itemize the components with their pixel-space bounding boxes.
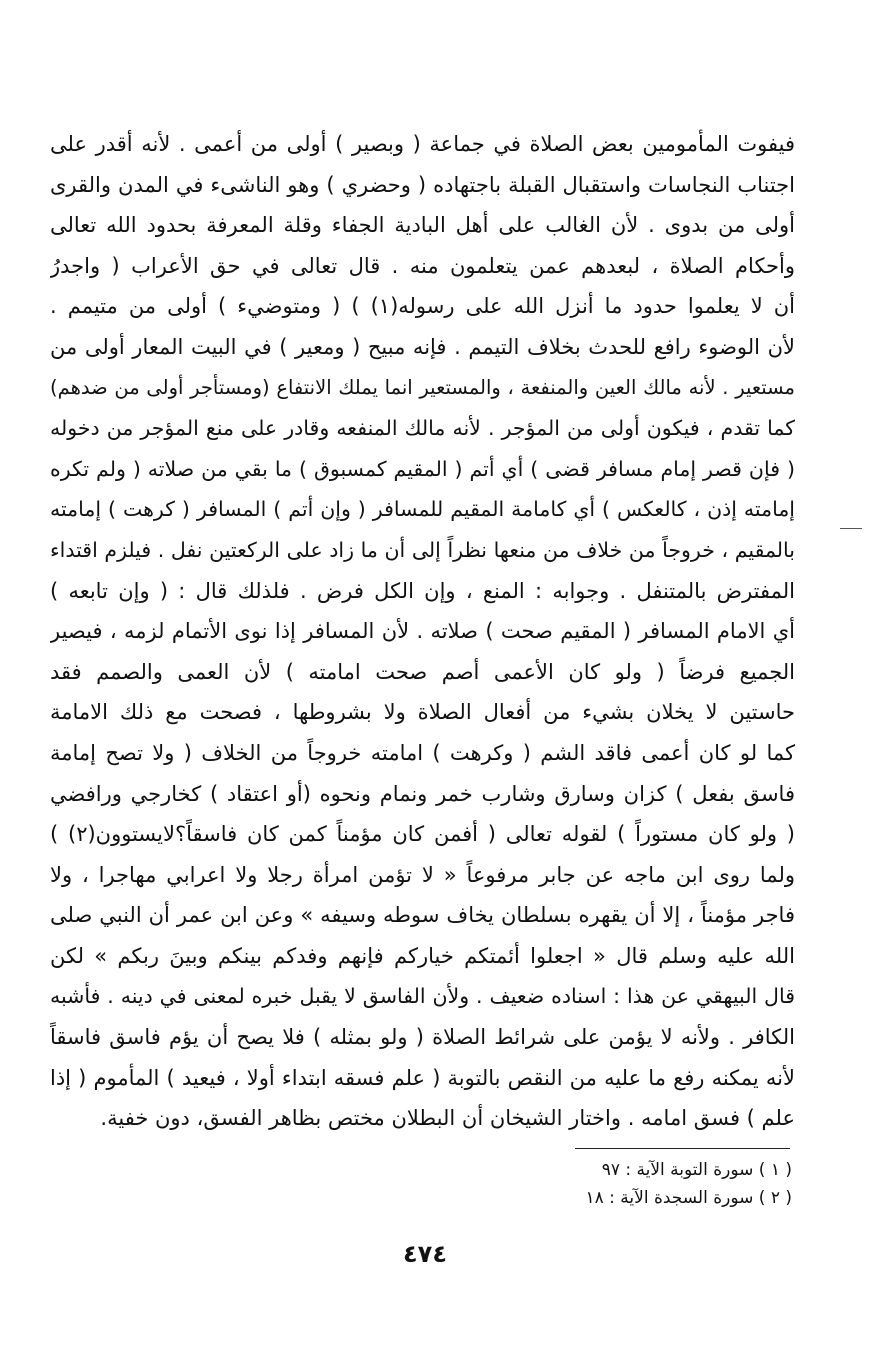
page-number: ٤٧٤: [403, 1240, 447, 1268]
text-line: المفترض بالمتنفل . وجوابه : المنع ، وإن الكل فرض . فلذلك قال : ( وإن تابعه ): [50, 578, 795, 603]
text-line: لأنه يمكنه رفع ما عليه من النقص بالتوبة ( علم فسقه ابتداء أولا ، فيعيد ) المأموم ( إذا: [50, 1065, 795, 1090]
text-line: اجتناب النجاسات واستقبال القبلة باجتهاده ( وحضري ) وهو الناشىء في المدن والقرى: [50, 172, 795, 197]
text-line: فاجر مؤمناً ، إلا أن يقهره بسلطان يخاف سوطه وسيفه » وعن ابن عمر أن النبي صلى: [50, 903, 795, 928]
text-line: فاسق بفعل ) كزان وسارق وشارب خمر ونمام ونحوه (أو اعتقاد ) كخارجي ورافضي: [50, 781, 795, 806]
text-line: كما لو كان أعمى فاقد الشم ( وكرهت ) امامته خروجاً من الخلاف ( ولا تصح إمامة: [50, 740, 795, 765]
text-line: إمامته إذن ، كالعكس ) أي كامامة المقيم للمسافر ( وإن أتم ) المسافر ( كرهت ) إمامته: [50, 497, 795, 522]
text-line: الله عليه وسلم قال « اجعلوا أئمتكم خياركم فإنهم وفدكم بينكم وبينَ ربكم » لكن: [50, 943, 795, 968]
margin-mark: [840, 528, 862, 529]
footnote-2: ( ٢ ) سورة السجدة الآية : ١٨: [585, 1188, 792, 1208]
text-line: بالمقيم ، خروجاً من خلاف من منعها نظراً إلى أن ما زاد على الركعتين نفل . فيلزم اقتداء: [50, 537, 795, 562]
footnote-1: ( ١ ) سورة التوبة الآية : ٩٧: [601, 1160, 792, 1180]
text-line: كما تقدم ، فيكون أولى من المؤجر . لأنه مالك المنفعه وقادر على منع المؤجر من دخوله: [50, 416, 795, 441]
footnotes: [400, 1156, 792, 1212]
text-line: ( ولو كان مستوراً ) لقوله تعالى ( أفمن كان مؤمناً كمن كان فاسقاً؟لايستوون(٢) ): [50, 822, 795, 847]
text-line: وأحكام الصلاة ، لبعدهم عمن يتعلمون منه . قال تعالى في حق الأعراب ( واجدرُ: [50, 253, 795, 278]
text-line: لأن الوضوء رافع للحدث بخلاف التيمم . فإنه مبيح ( ومعير ) في البيت المعار أولى من: [50, 334, 795, 359]
text-line: أولى من بدوى . لأن الغالب على أهل البادية الجفاء وقلة المعرفة بحدود الله تعالى: [50, 213, 795, 238]
text-line: أي الامام المسافر ( المقيم صحت ) صلاته . لأن المسافر إذا نوى الأتمام لزمه ، فيصير: [50, 619, 795, 644]
text-line: الجميع فرضاً ( ولو كان الأعمى أصم صحت امامته ) لأن العمى والصمم فقد: [50, 659, 795, 684]
text-line: أن لا يعلموا حدود ما أنزل الله على رسوله(١) ) ( ومتوضيء ) أولى من متيمم .: [50, 294, 795, 319]
text-line: ( فإن قصر إمام مسافر قضى ) أي أتم ( المقيم كمسبوق ) ما بقي من صلاته ( ولم تكره: [50, 456, 795, 481]
text-line: فيفوت المأمومين بعض الصلاة في جماعة ( وبصير ) أولى من أعمى . لأنه أقدر على: [50, 132, 795, 156]
body-text: [50, 124, 795, 1139]
text-line: مستعير . لأنه مالك العين والمنفعة ، والمستعير انما يملك الانتفاع (ومستأجر أولى من ضدهم): [50, 375, 795, 399]
footnote-divider: [575, 1148, 790, 1149]
text-line: علم ) فسق امامه . واختار الشيخان أن البطلان مختص بظاهر الفسق، دون خفية.: [100, 1106, 795, 1131]
text-line: قال البيهقي عن هذا : اسناده ضعيف . ولأن الفاسق لا يقبل خبره لمعنى في دينه . فأشبه: [50, 984, 795, 1009]
text-line: حاستين لا يخلان بشيء من أفعال الصلاة ولا بشروطها ، فصحت مع ذلك الامامة: [50, 700, 795, 725]
text-line: الكافر . ولأنه لا يؤمن على شرائط الصلاة ( ولو بمثله ) فلا يصح أن يؤم فاسق فاسقاً: [50, 1025, 795, 1050]
text-line: ولما روى ابن ماجه عن جابر مرفوعاً « لا تؤمن امرأة رجلا ولا اعرابي مهاجرا ، ولا: [50, 862, 795, 887]
